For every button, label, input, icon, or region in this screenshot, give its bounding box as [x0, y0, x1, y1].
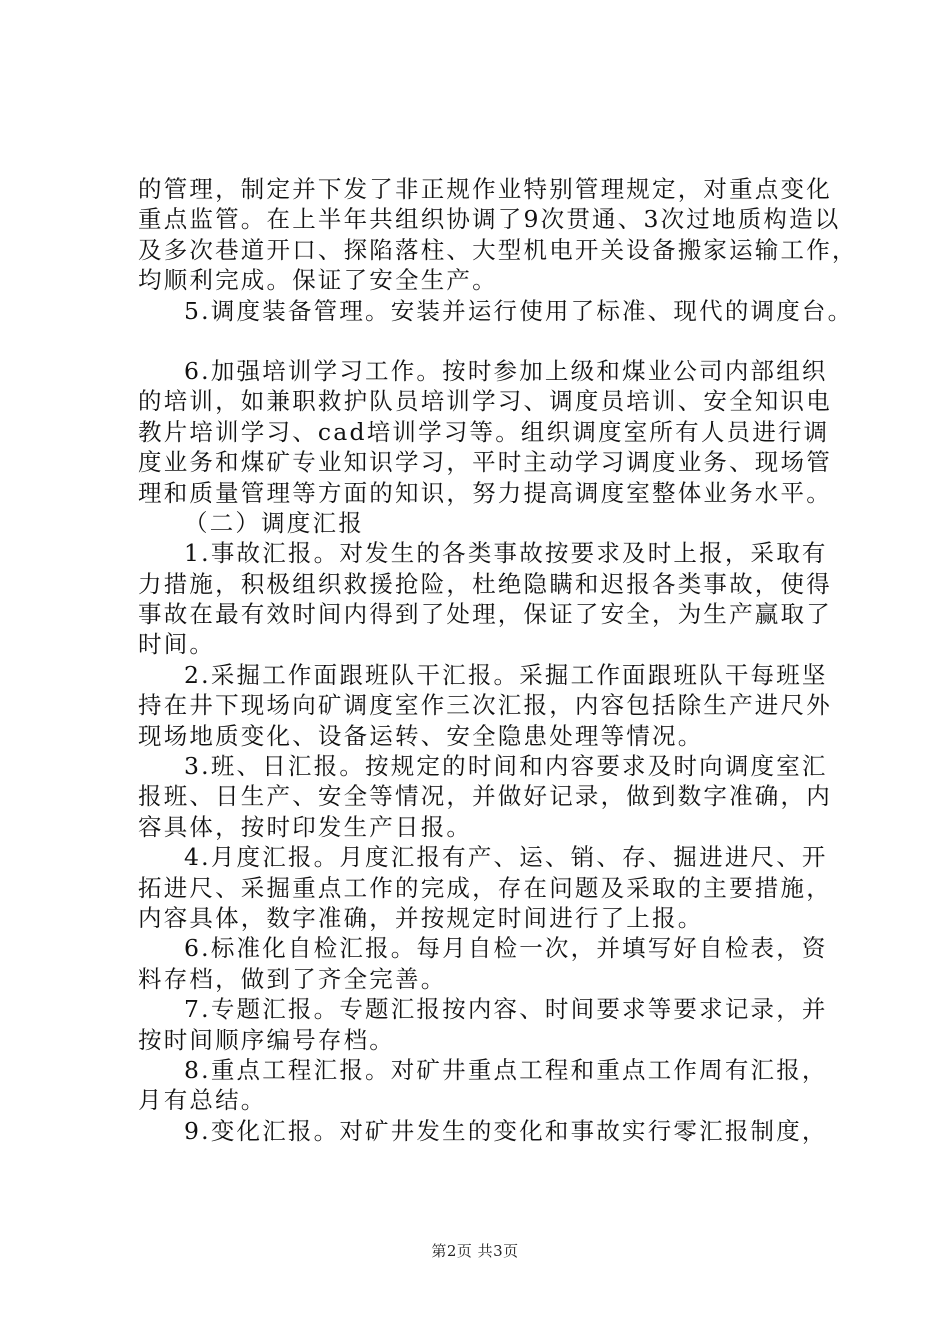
- text-line: 持在井下现场向矿调度室作三次汇报，内容包括除生产进尺外: [138, 691, 832, 720]
- document-body: [138, 174, 858, 1146]
- text-line: 事故在最有效时间内得到了处理，保证了安全，为生产赢取了: [138, 600, 832, 629]
- text-line: 9.变化汇报。对矿井发生的变化和事故实行零汇报制度，: [184, 1116, 828, 1145]
- text-line: 力措施，积极组织救援抢险，杜绝隐瞒和迟报各类事故，使得: [138, 569, 832, 598]
- text-line: 6.加强培训学习工作。按时参加上级和煤业公司内部组织: [184, 356, 828, 385]
- text-line: 及多次巷道开口、探陷落柱、大型机电开关设备搬家运输工作，: [138, 235, 858, 264]
- text-line: 7.专题汇报。专题汇报按内容、时间要求等要求记录，并: [184, 995, 828, 1024]
- text-line: 拓进尺、采掘重点工作的完成，存在问题及采取的主要措施，: [138, 873, 832, 902]
- text-line: 度业务和煤矿专业知识学习，平时主动学习调度业务、现场管: [138, 448, 832, 477]
- text-line: 按时间顺序编号存档。: [138, 1025, 395, 1054]
- text-line: 重点监管。在上半年共组织协调了9次贯通、3次过地质构造以: [138, 205, 841, 234]
- paragraph-gap: [138, 326, 838, 356]
- text-line: 均顺利完成。保证了安全生产。: [138, 266, 498, 295]
- text-line: 2.采掘工作面跟班队干汇报。采掘工作面跟班队干每班坚: [184, 660, 828, 689]
- text-line: 报班、日生产、安全等情况，并做好记录，做到数字准确，内: [138, 782, 832, 811]
- text-line: 的管理，制定并下发了非正规作业特别管理规定，对重点变化: [138, 175, 832, 203]
- page-footer: 第2页 共3页: [431, 1242, 519, 1260]
- text-line: 6.标准化自检汇报。每月自检一次，并填写好自检表，资: [184, 934, 828, 963]
- text-line: 的培训，如兼职救护队员培训学习、调度员培训、安全知识电: [138, 387, 832, 416]
- text-line: 料存档，做到了齐全完善。: [138, 964, 447, 993]
- text-line: 现场地质变化、设备运转、安全隐患处理等情况。: [138, 721, 704, 750]
- text-line: 4.月度汇报。月度汇报有产、运、销、存、掘进进尺、开: [184, 843, 828, 872]
- text-line: 1.事故汇报。对发生的各类事故按要求及时上报，采取有: [184, 539, 828, 568]
- text-line: 容具体，按时印发生产日报。: [138, 812, 473, 841]
- text-line: 8.重点工程汇报。对矿井重点工程和重点工作周有汇报，: [184, 1055, 828, 1084]
- text-line: （二）调度汇报: [184, 508, 364, 537]
- text-line: 教片培训学习、cad培训学习等。组织调度室所有人员进行调: [138, 417, 830, 446]
- text-line: 月有总结。: [138, 1086, 267, 1115]
- text-line: 3.班、日汇报。按规定的时间和内容要求及时向调度室汇: [184, 752, 828, 781]
- text-line: 理和质量管理等方面的知识，努力提高调度室整体业务水平。: [138, 478, 832, 507]
- text-line: 内容具体，数字准确，并按规定时间进行了上报。: [138, 903, 704, 932]
- text-line: 时间。: [138, 630, 216, 659]
- text-line: 5.调度装备管理。安装并运行使用了标准、现代的调度台。: [184, 296, 854, 325]
